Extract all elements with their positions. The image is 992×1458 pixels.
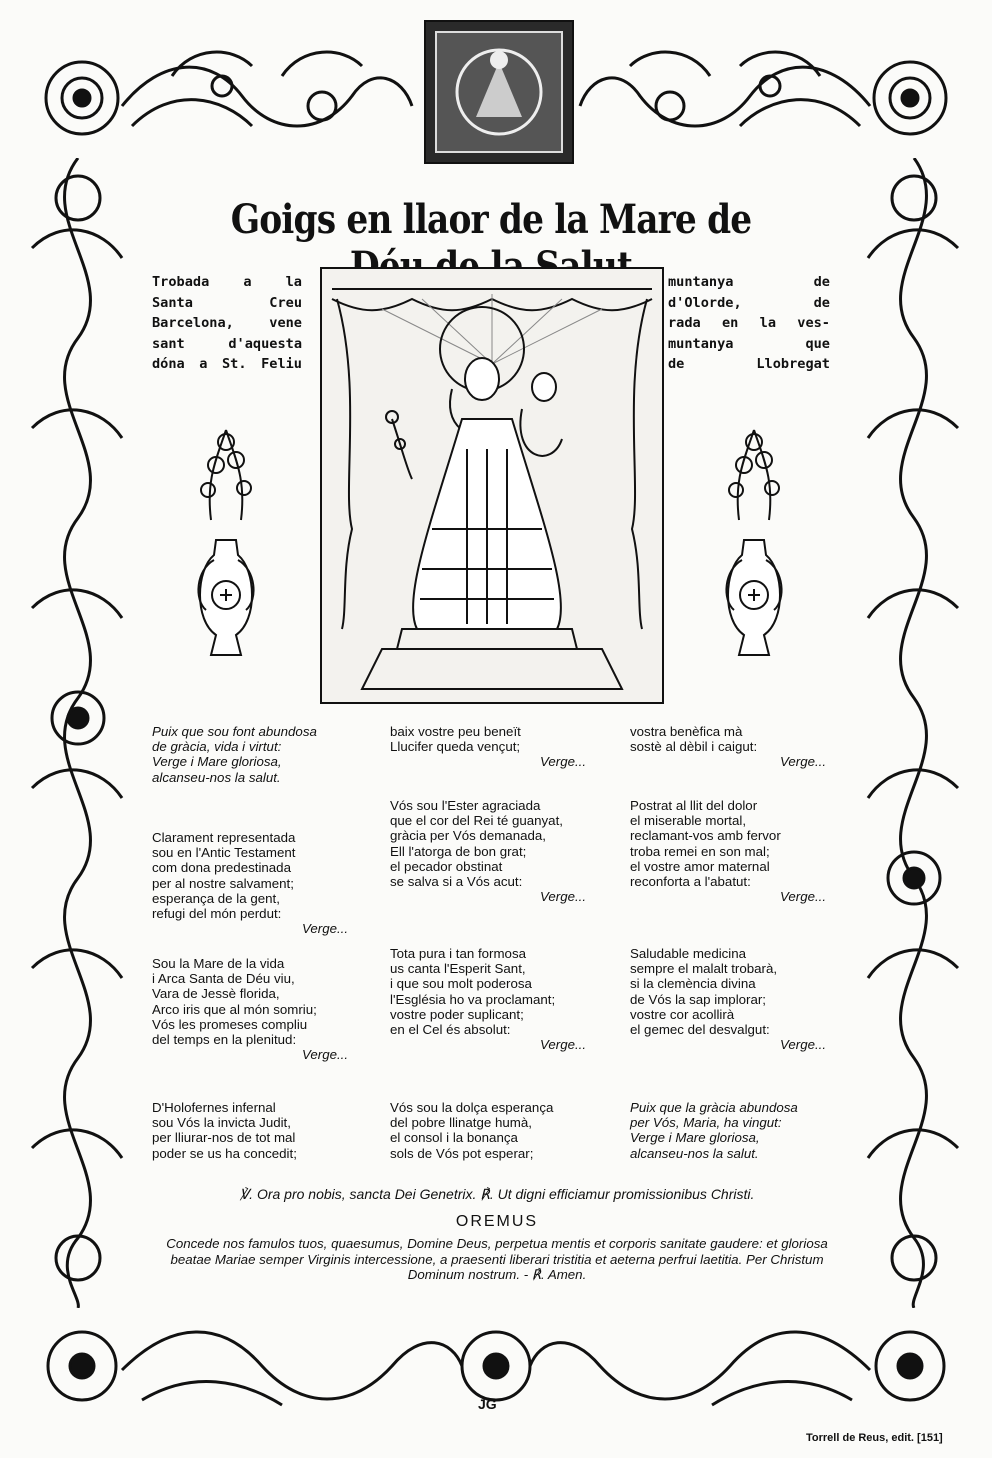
- top-ornament-right: [576, 36, 970, 148]
- verse-line: Vós sou l'Ester agraciada: [390, 798, 541, 813]
- verse-line: Postrat al llit del dolor: [630, 798, 758, 813]
- stanza: [630, 724, 826, 770]
- page-title: Goigs en llaor de la Mare de: [230, 196, 752, 243]
- right-ornament-border: [858, 158, 970, 1308]
- verse-line: sostè al dèbil i caigut:: [630, 739, 758, 755]
- verse-line: el gemec del desvalgut:: [630, 1022, 770, 1038]
- verse-line: alcanseu-nos la salut.: [152, 769, 281, 785]
- virgin-image: [320, 267, 664, 704]
- verse-line: Ell l'atorga de bon grat;: [390, 843, 527, 859]
- verse-line: se salva si a Vós acut:: [390, 874, 523, 890]
- verse-line: de gràcia, vida i virtut:: [152, 739, 282, 755]
- verse-line: Puix que la gràcia abundosa: [630, 1100, 798, 1115]
- stanza: [630, 1100, 798, 1161]
- verse-line: sempre el malalt trobarà,: [630, 961, 778, 977]
- verse-line: Verge i Mare gloriosa,: [152, 754, 282, 770]
- refrain: Verge...: [780, 1037, 827, 1053]
- subtitle-right-line: muntanya de: [668, 274, 830, 290]
- oremus-heading: OREMUS: [455, 1213, 539, 1230]
- stanza: [152, 956, 348, 1062]
- stanza: [390, 724, 586, 770]
- virgin-illustration: [322, 269, 662, 702]
- verse-line: Arco iris que al món somriu;: [152, 1001, 317, 1017]
- refrain: Verge...: [540, 754, 587, 770]
- verse-line: vostre poder suplicant;: [390, 1006, 524, 1022]
- versicle-response: ℣. Ora pro nobis, sancta Dei Genetrix. ℟. Ut digni efficiamur promissionibus Christi.: [239, 1186, 755, 1202]
- verse-line: si la clemència divina: [630, 976, 756, 992]
- verse-line: del temps en la plenitud:: [152, 1032, 297, 1048]
- engraver-monogram: JG: [478, 1396, 497, 1412]
- verse-line: Vara de Jessè florida,: [152, 986, 280, 1002]
- verse-line: Vós sou la dolça esperança: [390, 1100, 554, 1115]
- top-medallion: [424, 20, 574, 164]
- verse-line: sols de Vós pot esperar;: [390, 1145, 534, 1161]
- verse-line: vostra benèfica mà: [630, 724, 743, 739]
- verse-line: reconforta a l'abatut:: [630, 874, 751, 890]
- subtitle-left-line: Trobada a la: [152, 274, 302, 290]
- printer-imprint: Torrell de Reus, edit. [151]: [806, 1432, 943, 1444]
- verse-line: sou Vós la invicta Judit,: [152, 1115, 291, 1131]
- refrain: Verge...: [780, 754, 827, 770]
- verse-line: Puix que sou font abundosa: [152, 724, 317, 739]
- right-vase-icon: [714, 420, 794, 670]
- stanza: [390, 946, 586, 1052]
- subtitle-right: [668, 272, 830, 375]
- verse-line: alcanseu-nos la salut.: [630, 1145, 759, 1161]
- verse-line: baix vostre peu beneït: [390, 724, 521, 739]
- refrain: Verge...: [302, 921, 349, 937]
- left-vase-icon: [186, 420, 266, 670]
- verse-line: Clarament representada: [152, 830, 296, 845]
- subtitle-left-line: Santa Creu: [152, 294, 302, 311]
- left-ornament-border: [22, 158, 134, 1308]
- stanza: [152, 1100, 297, 1161]
- subtitle-left-line: sant d'aquesta: [152, 335, 302, 352]
- stanza: [390, 798, 586, 904]
- verse-line: el consol i la bonança: [390, 1130, 518, 1146]
- subtitle-right-line: d'Olorde, de: [668, 294, 830, 311]
- verse-line: sou en l'Antic Testament: [152, 845, 296, 861]
- verse-line: el miserable mortal,: [630, 813, 747, 829]
- verse-line: i Arca Santa de Déu viu,: [152, 971, 295, 987]
- verse-line: del pobre llinatge humà,: [390, 1115, 532, 1131]
- verse-line: poder se us ha concedit;: [152, 1145, 297, 1161]
- verse-line: l'Església ho va proclamant;: [390, 991, 556, 1007]
- refrain: Verge...: [302, 1047, 349, 1063]
- verse-line: Llucifer queda vençut;: [390, 739, 521, 755]
- verse-line: per al nostre salvament;: [152, 875, 294, 891]
- verse-line: el vostre amor maternal: [630, 858, 770, 874]
- verse-line: Saludable medicina: [630, 946, 747, 961]
- verse-line: Tota pura i tan formosa: [390, 946, 526, 961]
- verse-line: refugi del món perdut:: [152, 906, 282, 922]
- stanza: [152, 830, 348, 936]
- verse-line: esperança de la gent,: [152, 890, 280, 906]
- refrain: Verge...: [540, 1037, 587, 1053]
- verse-line: reclamant-vos amb fervor: [630, 828, 781, 844]
- subtitle-left-line: Barcelona, vene: [152, 315, 302, 331]
- refrain: Verge...: [780, 889, 827, 905]
- verse-line: Vós les promeses compliu: [152, 1016, 308, 1032]
- subtitle-right-line: de Llobregat: [668, 356, 830, 372]
- stanza: [630, 798, 826, 904]
- verse-line: us canta l'Esperit Sant,: [390, 961, 526, 977]
- verse-line: en el Cel és absolut:: [390, 1022, 511, 1038]
- subtitle-right-line: muntanya que: [668, 335, 830, 352]
- refrain: Verge...: [540, 889, 587, 905]
- top-ornament-left: [22, 36, 418, 148]
- verse-line: el pecador obstinat: [390, 858, 503, 874]
- oremus-prayer: Concede nos famulos tuos, quaesumus, Domine Deus, perpetua mentis et corporis sanitate gaudere: et gloriosa beatae Mariae semper Virginis intercessione, a praesenti liberari tristitia et aeterna perfrui laetitia. Per Christum Dominum nostrum. - ℟. Amen.: [166, 1236, 828, 1282]
- verse-line: D'Holofernes infernal: [152, 1100, 276, 1115]
- verse-line: vostre cor acollirà: [630, 1006, 735, 1022]
- verse-line: que el cor del Rei té guanyat,: [390, 813, 563, 829]
- verse-line: gràcia per Vós demanada,: [390, 828, 546, 844]
- subtitle-left-line: dóna a St. Feliu: [152, 356, 302, 372]
- verse-line: per Vós, Maria, ha vingut:: [630, 1115, 782, 1131]
- verse-line: Sou la Mare de la vida: [152, 956, 285, 971]
- subtitle-left: [152, 272, 302, 375]
- stanza: [152, 724, 317, 785]
- verse-line: com dona predestinada: [152, 860, 291, 876]
- verse-line: per lliurar-nos de tot mal: [152, 1130, 296, 1146]
- stanza: [390, 1100, 553, 1161]
- stanza: [630, 946, 826, 1052]
- verse-line: troba remei en son mal;: [630, 843, 770, 859]
- subtitle-right-line: rada en la ves-: [668, 315, 830, 331]
- verse-line: i que sou molt poderosa: [390, 976, 532, 992]
- verse-line: Verge i Mare gloriosa,: [630, 1130, 760, 1146]
- verse-line: de Vós la sap implorar;: [630, 991, 766, 1007]
